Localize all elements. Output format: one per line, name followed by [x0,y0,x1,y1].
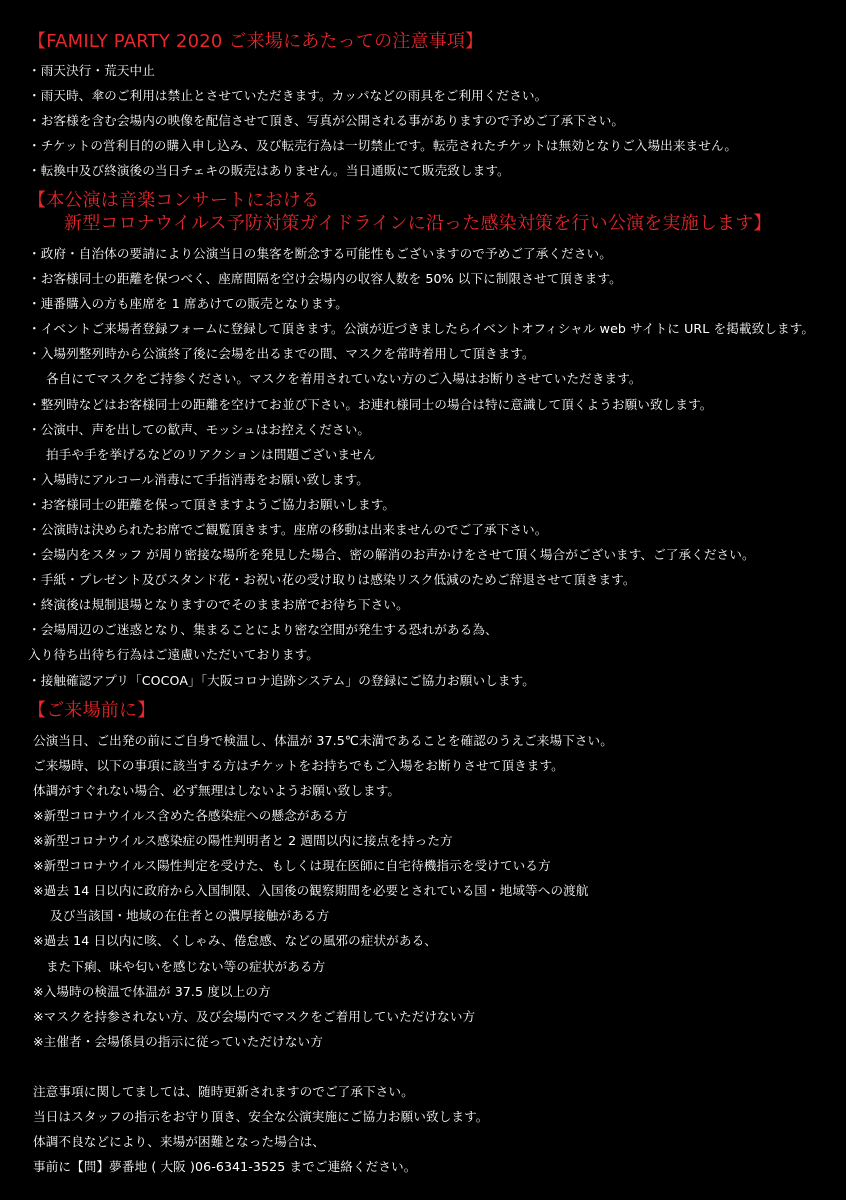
before-arrival-line: ※新型コロナウイルス感染症の陽性判明者と 2 週間以内に接点を持った方 [33,833,453,848]
before-arrival-line: ※主催者・会場係員の指示に従っていただけない方 [33,1034,323,1049]
before-arrival-line: また下痢、味や匂いを感じない等の症状がある方 [46,959,326,974]
notice-line: ・転換中及び終演後の当日チェキの販売はありません。当日通販にて販売致します。 [28,163,510,178]
covid-line: ・公演中、声を出しての歓声、モッシュはお控えください。 [28,422,371,437]
covid-line: ・イベントご来場者登録フォームに登録して頂きます。公演が近づきましたらイベントオフィシャル web サイトに URL を掲載致します。 [28,321,815,336]
before-arrival-line: ※マスクを持参されない方、及び会場内でマスクをご着用していただけない方 [33,1009,476,1024]
before-arrival-line: 体調がすぐれない場合、必ず無理はしないようお願い致します。 [33,783,401,798]
covid-line: ・公演時は決められたお席でご観覧頂きます。座席の移動は出来ませんのでご了承下さい。 [28,522,548,537]
covid-line: ・接触確認アプリ「COCOA」「大阪コロナ追跡システム」の登録にご協力お願いします。 [28,673,535,688]
covid-line: ・政府・自治体の要請により公演当日の集客を断念する可能性もございますので予めご了承ください。 [28,246,612,261]
before-arrival-line: ※入場時の検温で体温が 37.5 度以上の方 [33,984,271,999]
footer-line: 体調不良などにより、来場が困難となった場合は、 [33,1134,325,1149]
before-arrival-line: 及び当該国・地域の在住者との濃厚接触がある方 [50,908,330,923]
notice-line: ・チケットの営利目的の購入申し込み、及び転売行為は一切禁止です。転売されたチケットは無効となりご入場出来ません。 [28,138,738,153]
covid-line: ・お客様同士の距離を保って頂きますようご協力お願いします。 [28,497,396,512]
covid-line: ・会場内をスタッフ が周り密接な場所を発見した場合、密の解消のお声かけをさせて頂く場合がございます、ご了承ください。 [28,547,755,562]
covid-line: ・連番購入の方も座席を 1 席あけての販売となります。 [28,296,348,311]
footer-line: 当日はスタッフの指示をお守り頂き、安全な公演実施にご協力お願い致します。 [33,1109,489,1124]
notice-line: ・お客様を含む会場内の映像を配信させて頂き、写真が公開される事がありますので予めご了承下さい。 [28,113,625,128]
covid-line: ・会場周辺のご迷惑となり、集まることにより密な空間が発生する恐れがある為、 [28,622,498,637]
before-arrival-line: ※新型コロナウイルス含めた各感染症への懸念がある方 [33,808,348,823]
before-arrival-line: ※過去 14 日以内に政府から入国制限、入国後の観察期間を必要とされている国・地域等への渡航 [33,883,589,898]
section-heading-covid-line1: 【本公演は音楽コンサートにおける [28,190,320,211]
covid-line: ・手紙・プレゼント及びスタンド花・お祝い花の受け取りは感染リスク低減のためご辞退させて頂きます。 [28,572,636,587]
before-arrival-line: ※過去 14 日以内に咳、くしゃみ、倦怠感、などの風邪の症状がある、 [33,933,437,948]
before-arrival-line: 公演当日、ご出発の前にご自身で検温し、体温が 37.5℃未満であることを確認のうえご来場下さい。 [33,733,613,748]
footer-line: 注意事項に関してましては、随時更新されますのでご了承下さい。 [33,1084,414,1099]
covid-line: ・入場時にアルコール消毒にて手指消毒をお願い致します。 [28,472,369,487]
covid-line: ・お客様同士の距離を保つべく、座席間隔を空け会場内の収容人数を 50% 以下に制限させて頂きます。 [28,271,622,286]
before-arrival-line: ご来場時、以下の事項に該当する方はチケットをお持ちでもご入場をお断りさせて頂きます。 [33,758,564,773]
before-arrival-line: ※新型コロナウイルス陽性判定を受けた、もしくは現在医師に自宅待機指示を受けている方 [33,858,551,873]
notice-line: ・雨天決行・荒天中止 [28,63,155,78]
section-heading-before-arrival: 【ご来場前に】 [28,700,156,721]
covid-line: ・終演後は規制退場となりますのでそのままお席でお待ち下さい。 [28,597,409,612]
covid-line: 各自にてマスクをご持参ください。マスクを着用されていない方のご入場はお断りさせていただきます。 [46,371,642,386]
section-heading-notices: 【FAMILY PARTY 2020 ご来場にあたっての注意事項】 [28,31,484,52]
covid-line: ・整列時などはお客様同士の距離を空けてお並び下さい。お連れ様同士の場合は特に意識して頂くようお願い致します。 [28,397,713,412]
footer-contact-line: 事前に【問】夢番地 ( 大阪 )06-6341-3525 までご連絡ください。 [33,1159,417,1174]
covid-line: ・入場列整列時から公演終了後に会場を出るまでの間、マスクを常時着用して頂きます。 [28,346,535,361]
notice-line: ・雨天時、傘のご利用は禁止とさせていただきます。カッパなどの雨具をご利用ください。 [28,88,548,103]
covid-line: 入り待ち出待ち行為はご遠慮いただいております。 [28,647,319,662]
covid-line: 拍手や手を挙げるなどのリアクションは問題ございません [46,447,376,462]
section-heading-covid-line2: 新型コロナウイルス予防対策ガイドラインに沿った感染対策を行い公演を実施します】 [64,213,772,234]
